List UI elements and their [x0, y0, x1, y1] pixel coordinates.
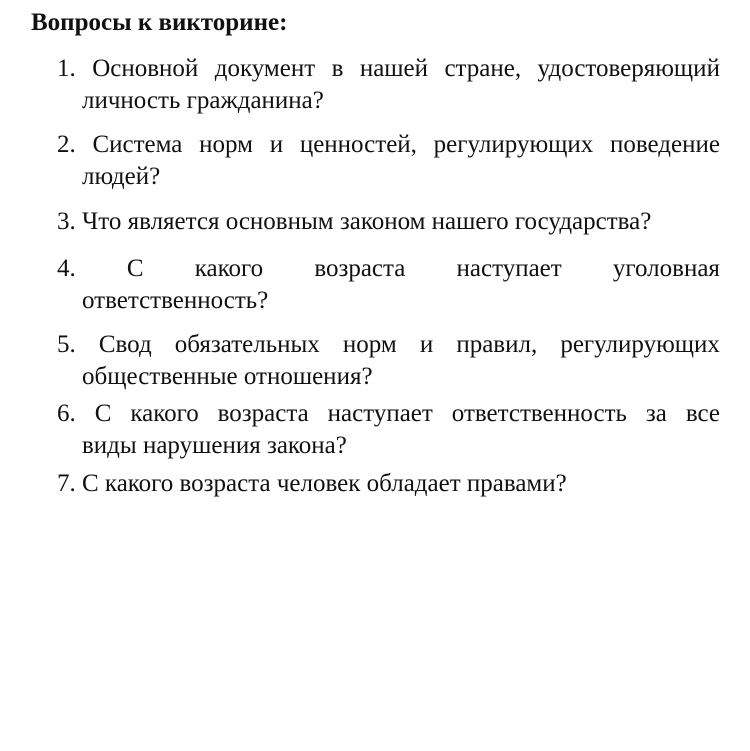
question-word: наступает [456, 255, 562, 282]
question-continuation-line: ответственность? [82, 287, 269, 314]
question-word: С [94, 400, 112, 427]
question-word: удостоверяющий [537, 55, 720, 82]
question-word: ценностей, [299, 131, 417, 158]
question-word: все [685, 400, 720, 427]
question-word: С [126, 255, 144, 282]
question-first-line [57, 53, 720, 85]
question-first-line [57, 329, 720, 361]
question-word: Система [92, 131, 183, 158]
question-word: Свод [98, 331, 152, 358]
question-word: обязательных [174, 331, 320, 358]
question-word: норм [342, 331, 397, 358]
question-continuation-line: людей? [82, 163, 161, 190]
question-word: регулирующих [560, 331, 720, 358]
question-word: документ [214, 55, 316, 82]
question-first-line [57, 468, 720, 500]
question-word: поведение [610, 131, 720, 158]
question-first-line [57, 253, 720, 285]
question-first-line [57, 129, 720, 161]
question-word: какого [194, 255, 264, 282]
question-number: 2. [57, 131, 76, 158]
question-word: правил, [456, 331, 538, 358]
question-word: ответственность [451, 400, 627, 427]
question-word: наступает [327, 400, 433, 427]
question-word: регулирующих [433, 131, 594, 158]
question-item [57, 129, 720, 193]
question-number: 5. [57, 331, 76, 358]
question-word: возраста [314, 255, 406, 282]
question-word: норм [199, 131, 253, 158]
question-word: и [419, 331, 434, 358]
question-number: 7. [57, 470, 76, 497]
question-word: за [645, 400, 667, 427]
question-word: в [331, 55, 344, 82]
question-word: стране, [444, 55, 522, 82]
question-item [57, 53, 720, 117]
question-item [57, 398, 720, 462]
question-item [57, 206, 720, 238]
question-word: уголовная [612, 255, 720, 282]
question-continuation-line: личность гражданина? [82, 87, 324, 114]
question-text: С какого возраста человек обладает правами? [82, 470, 567, 497]
question-number: 3. [57, 208, 76, 235]
question-first-line [57, 398, 720, 430]
question-continuation-line: общественные отношения? [82, 363, 373, 390]
document-title: Вопросы к викторине: [31, 9, 288, 36]
question-text: Что является основным законом нашего государства? [82, 208, 652, 235]
question-word: возраста [217, 400, 309, 427]
question-word: и [269, 131, 284, 158]
question-number: 6. [57, 400, 76, 427]
question-word: Основной [92, 55, 199, 82]
question-word: какого [130, 400, 199, 427]
question-item [57, 253, 720, 317]
question-number: 1. [57, 55, 76, 82]
question-first-line [57, 206, 720, 238]
question-item [57, 468, 720, 500]
question-number: 4. [57, 255, 76, 282]
question-word: нашей [359, 55, 429, 82]
question-item [57, 329, 720, 393]
question-continuation-line: виды нарушения закона? [82, 432, 347, 459]
